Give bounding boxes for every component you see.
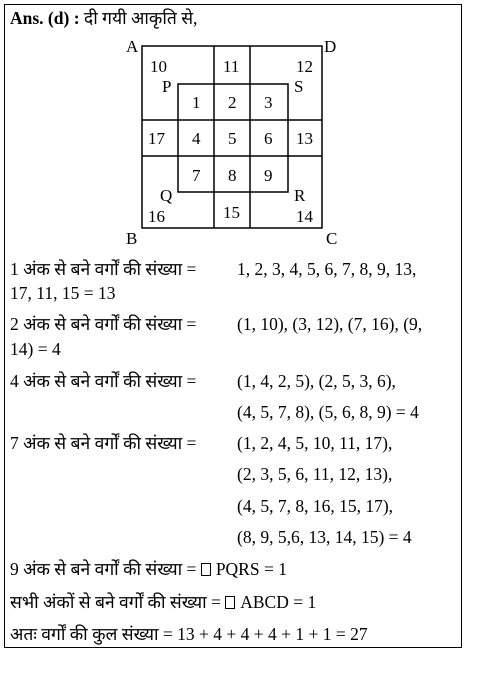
value-all-digits: ABCD = 1: [240, 592, 317, 612]
num-11: 11: [223, 57, 240, 76]
total-squares: अतः वर्गों की कुल संख्या = 13 + 4 + 4 + 4 + 1 + 1 = 27: [10, 624, 368, 644]
label-one-digit: 1 अंक से बने वर्गों की संख्या =: [10, 259, 197, 279]
corner-b: B: [126, 229, 138, 248]
answer-heading: [10, 8, 197, 28]
num-15: 15: [223, 203, 240, 222]
num-9: 9: [264, 166, 273, 185]
square-grid-diagram: [118, 36, 348, 248]
answer-label: Ans. (d) :: [10, 8, 80, 28]
corner-d: D: [324, 37, 337, 56]
value-seven-digit-3: (4, 5, 7, 8, 16, 15, 17),: [237, 496, 394, 516]
num-2: 2: [228, 93, 237, 112]
value-one-digit: 1, 2, 3, 4, 5, 6, 7, 8, 9, 13,: [237, 259, 417, 279]
label-nine-digit-text: 9 अंक से बने वर्गों की संख्या =: [10, 559, 197, 579]
value-seven-digit-2: (2, 3, 5, 6, 11, 12, 13),: [237, 464, 393, 484]
num-8: 8: [228, 166, 237, 185]
label-q: Q: [160, 186, 173, 205]
label-four-digit: 4 अंक से बने वर्गों की संख्या =: [10, 371, 197, 391]
corner-a: A: [126, 37, 139, 56]
num-5: 5: [228, 129, 237, 148]
num-14: 14: [296, 207, 313, 226]
label-all-digits: [10, 592, 316, 612]
num-3: 3: [264, 93, 273, 112]
label-s: S: [294, 77, 304, 96]
square-figure: [118, 36, 348, 248]
value-four-digit-cont: (4, 5, 7, 8), (5, 6, 8, 9) = 4: [237, 402, 419, 422]
label-r: R: [294, 186, 306, 205]
num-10: 10: [150, 57, 167, 76]
corner-c: C: [326, 229, 338, 248]
value-two-digit-cont: 14) = 4: [10, 339, 61, 359]
square-symbol-icon: [225, 596, 235, 609]
value-one-digit-cont: 17, 11, 15 = 13: [10, 283, 116, 303]
label-seven-digit: 7 अंक से बने वर्गों की संख्या =: [10, 433, 197, 453]
value-two-digit: (1, 10), (3, 12), (7, 16), (9,: [237, 314, 423, 334]
square-symbol-icon: [201, 563, 211, 576]
num-4: 4: [192, 129, 201, 148]
num-16: 16: [148, 207, 165, 226]
value-nine-digit: PQRS = 1: [215, 559, 287, 579]
label-all-digits-text: सभी अंकों से बने वर्गों की संख्या =: [10, 592, 221, 612]
num-17: 17: [148, 129, 165, 148]
value-seven-digit-4: (8, 9, 5,6, 13, 14, 15) = 4: [237, 527, 412, 547]
num-7: 7: [192, 166, 201, 185]
value-four-digit: (1, 4, 2, 5), (2, 5, 3, 6),: [237, 371, 396, 391]
answer-intro: दी गयी आकृति से,: [83, 8, 198, 28]
label-nine-digit: [10, 559, 287, 579]
num-6: 6: [264, 129, 273, 148]
label-two-digit: 2 अंक से बने वर्गों की संख्या =: [10, 314, 197, 334]
num-13: 13: [296, 129, 313, 148]
label-p: P: [162, 77, 172, 96]
num-1: 1: [192, 93, 201, 112]
num-12: 12: [296, 57, 313, 76]
value-seven-digit-1: (1, 2, 4, 5, 10, 11, 17),: [237, 433, 393, 453]
